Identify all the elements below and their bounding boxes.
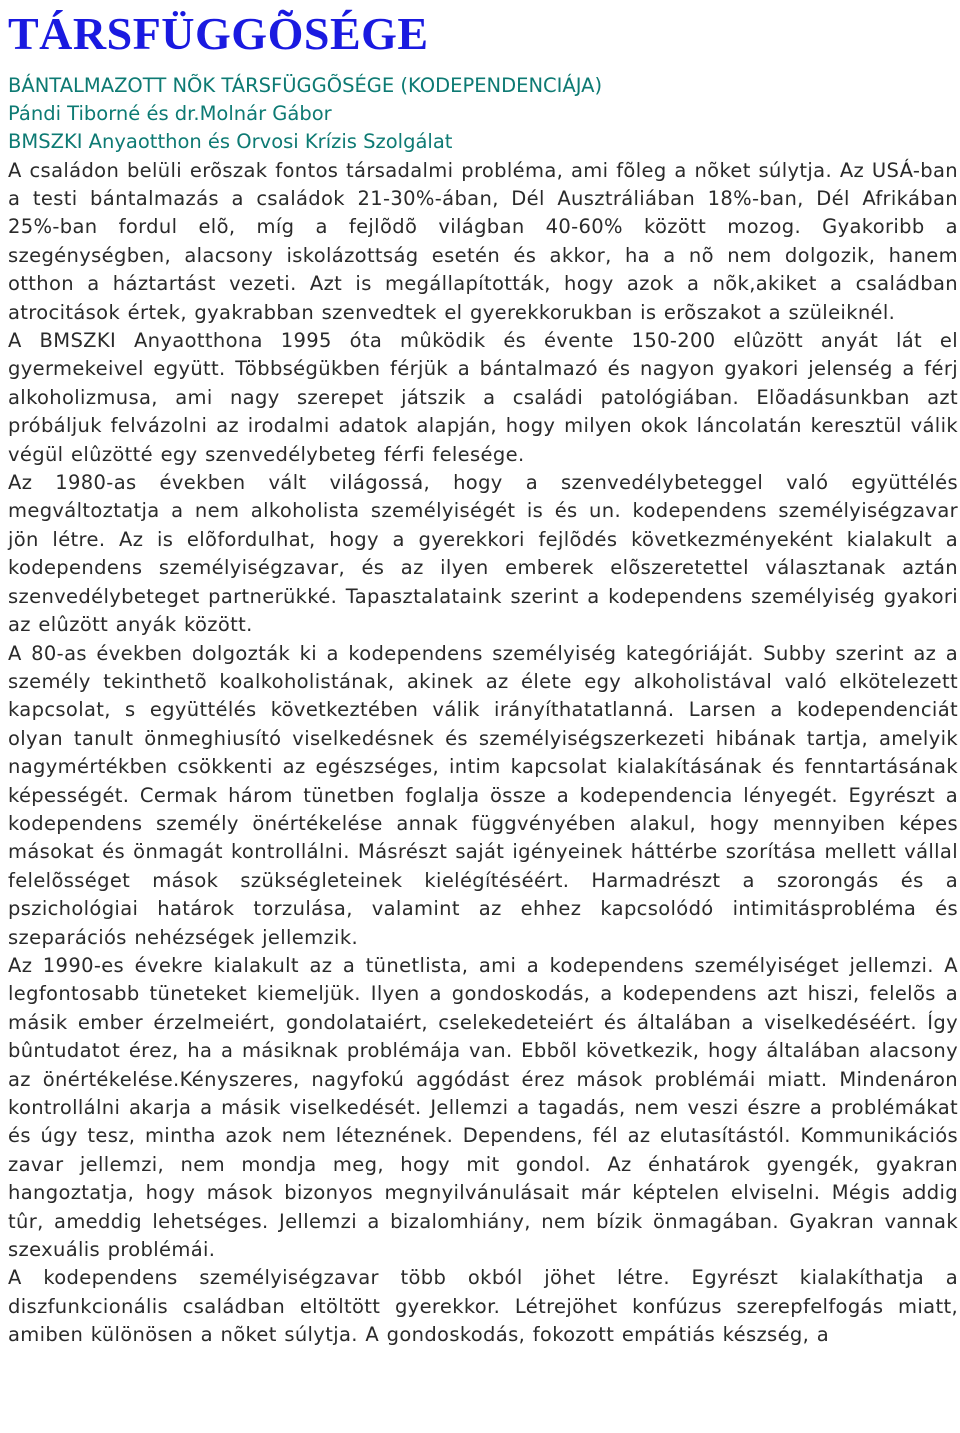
paragraph: A kodependens személyiségzavar több okból jöhet létre. Egyrészt kialakíthatja a diszfunkcionális családban eltöltött gyerekkor. Létrejöhet konfúzus szerepfelfogás miatt, amiben különösen a nõket súlytja. A gondoskodás, fokozott empátiás készség, a [8,1266,958,1347]
document-header [8,72,958,157]
affiliation: BMSZKI Anyaotthon és Orvosi Krízis Szolgálat [8,130,453,154]
document-body [8,157,958,1350]
paragraph: A 80-as években dolgozták ki a kodependens személyiség kategóriáját. Subby szerint az a személy tekinthetõ koalkoholistának, akinek az élete egy alkoholistával való elkötelezett kapcsolat, s együttélés következtében válik irányíthatatlanná. Larsen a kodependenciát olyan tanult önmeghiusító viselkedésnek és személyiségszerkezeti hibának tartja, amelyik nagymértékben csökkenti az egészséges, intim kapcsolat kialakításának és fenntartásának képességét. Cermak három tünetben foglalja össze a kodependencia lényegét. Egyrészt a kodependens személy önértékelése annak függvényében alakul, hogy mennyiben képes másokat és önmagát kontrollálni. Másrészt saját igényeinek háttérbe szorítása mellett vállal felelõsséget mások szükségleteinek kielégítéséért. Harmadrészt a szorongás és a pszichológiai határok torzulása, valamint az ehhez kapcsolódó intimitásprobléma és szeparációs nehézségek jellemzik. [8,641,958,949]
paragraph: A BMSZKI Anyaotthona 1995 óta mûködik és évente 150-200 elûzött anyát lát el gyermekeivel együtt. Többségükben férjük a bántalmazó és nagyon gyakori jelenség a férj alkoholizmusa, ami nagy szerepet játszik a családi patológiában. Elõadásunkban azt próbáljuk felvázolni az irodalmi adatok alapján, hogy milyen okok láncolatán keresztül válik végül elûzötté egy szenvedélybeteg férfi felesége. [8,329,958,466]
document-page [8,6,958,1350]
paragraph: Az 1980-as években vált világossá, hogy a szenvedélybeteggel való együttélés megváltoztatja a nem alkoholista személyiségét is és un. kodependens személyiségzavar jön létre. Az is elõfordulhat, hogy a gyerekkori fejlõdés következményeként kialakult a kodependens személyiségzavar, és az ilyen emberek elõszeretettel választanak aztán szenvedélybeteget partnerükké. Tapasztalataink szerint a kodependens személyiség gyakori az elûzött anyák között. [8,471,958,637]
paragraph: A családon belüli erõszak fontos társadalmi probléma, ami fõleg a nõket súlytja. Az USÁ-ban a testi bántalmazás a családok 21-30%-ában, Dél Ausztráliában 18%-ban, Dél Afrikában 25%-ban fordul elõ, míg a fejlõdõ világban 40-60% között mozog. Gyakoribb a szegénységben, alacsony iskolázottság esetén és akkor, ha a nõ nem dolgozik, hanem otthon a háztartást vezeti. Azt is megállapították, hogy azok a nõk,akiket a családban atrocitások értek, gyakrabban szenvedtek el gyerekkorukban is erõszakot a szüleiknél. [8,158,958,324]
authors: Pándi Tiborné és dr.Molnár Gábor [8,102,332,126]
document-title: TÁRSFÜGGÕSÉGE [8,8,429,59]
article-title: BÁNTALMAZOTT NÕK TÁRSFÜGGÕSÉGE (KODEPENDENCIÁJA) [8,74,603,97]
paragraph: Az 1990-es évekre kialakult az a tünetlista, ami a kodependens személyiséget jellemzi. A legfontosabb tüneteket kiemeljük. Ilyen a gondoskodás, a kodependens azt hiszi, felelõs a másik ember érzelmeiért, gondolataiért, cselekedeteiért és általában a viselkedéséért. Így bûntudatot érez, ha a másiknak problémája van. Ebbõl következik, hogy általában alacsony az önértékelése.Kényszeres, nagyfokú aggódást érez mások problémái miatt. Mindenáron kontrollálni akarja a másik viselkedését. Jellemzi a tagadás, nem veszi észre a problémákat és úgy tesz, mintha azok nem léteznének. Dependens, fél az elutasítástól. Kommunikációs zavar jellemzi, nem mondja meg, hogy mit gondol. Az énhatárok gyengék, gyakran hangoztatja, hogy mások bizonyos megnyilvánulásait már képtelen elviselni. Mégis addig tûr, ameddig lehetséges. Jellemzi a bizalomhiány, nem bízik önmagában. Gyakran vannak szexuális problémái. [8,953,958,1262]
